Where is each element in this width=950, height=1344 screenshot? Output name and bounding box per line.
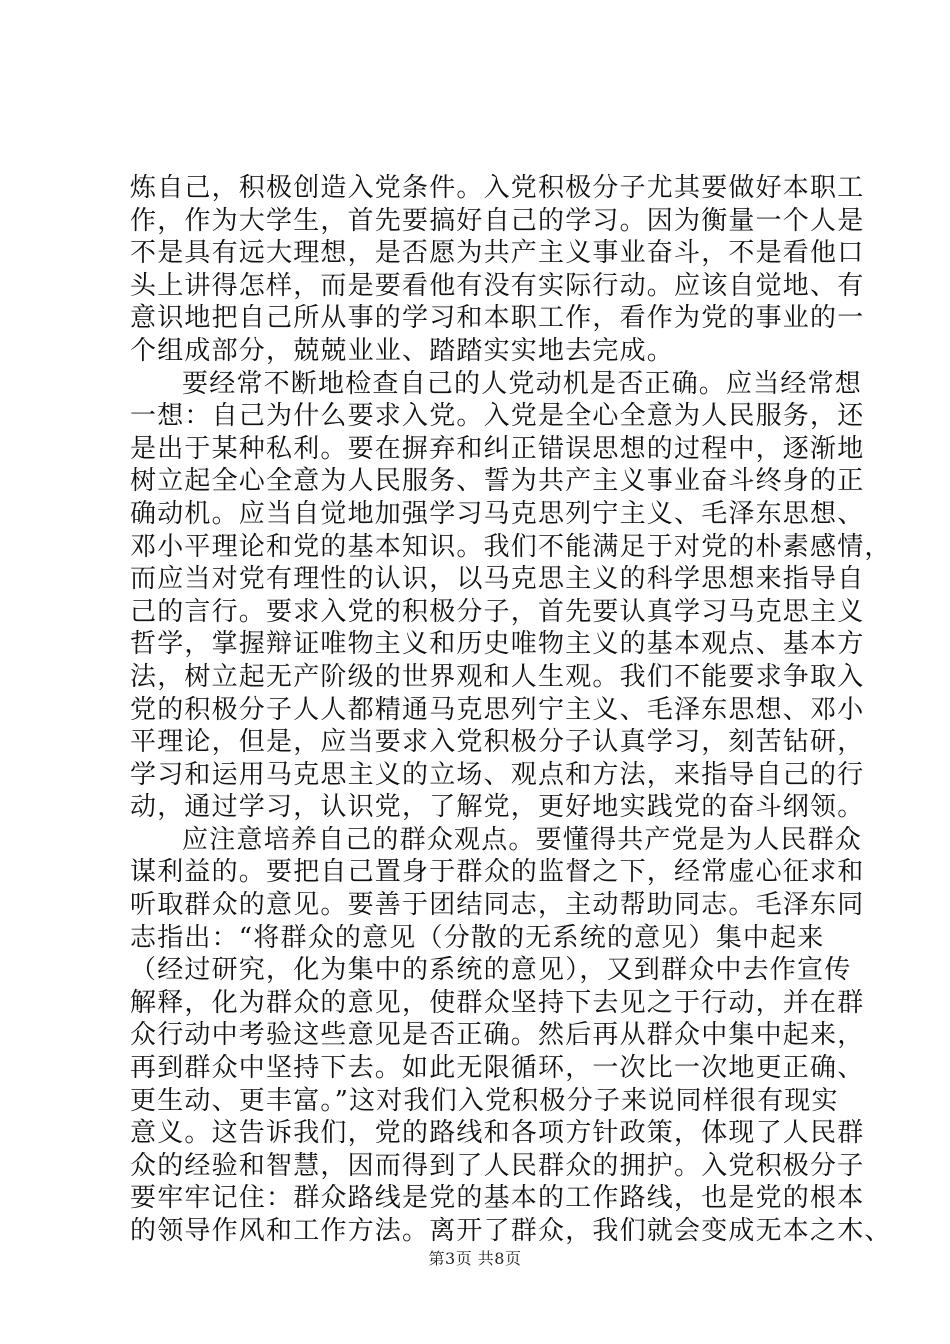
text-line: 的领导作风和工作方法。离开了群众，我们就会变成无本之木、 xyxy=(130,1216,892,1246)
text-line: 平理论，但是，应当要求入党积极分子认真学习，刻苦钻研， xyxy=(130,727,865,758)
text-line: 作，作为大学生，首先要搞好自己的学习。因为衡量一个人是 xyxy=(130,205,865,236)
paragraph xyxy=(130,368,892,824)
text-line: 众行动中考验这些意见是否正确。然后再从群众中集中起来， xyxy=(130,1020,865,1051)
text-line: 头上讲得怎样，而是要看他有没有实际行动。应该自觉地、有 xyxy=(130,270,865,301)
text-line: 邓小平理论和党的基本知识。我们不能满足于对党的朴素感情， xyxy=(130,531,892,562)
text-line: 众的经验和智慧，因而得到了人民群众的拥护。入党积极分子 xyxy=(130,1150,865,1181)
text-line: 学习和运用马克思主义的立场、观点和方法，来指导自己的行 xyxy=(130,759,865,790)
text-line: 更生动、更丰富。”这对我们入党积极分子来说同样很有现实 xyxy=(130,1085,839,1116)
text-line: 党的积极分子人人都精通马克思列宁主义、毛泽东思想、邓小 xyxy=(130,694,865,725)
page-footer: 第3页 共8页 xyxy=(428,1249,522,1268)
text-line: 谋利益的。要把自己置身于群众的监督之下，经常虚心征求和 xyxy=(130,857,865,888)
text-line: 解释，化为群众的意见，使群众坚持下去见之于行动，并在群 xyxy=(130,987,865,1018)
text-line: 动，通过学习，认识党，了解党，更好地实践党的奋斗纲领。 xyxy=(130,792,865,823)
text-line: 意义。这告诉我们，党的路线和各项方针政策，体现了人民群 xyxy=(130,1118,865,1149)
text-line: 要牢牢记住：群众路线是党的基本的工作路线，也是党的根本 xyxy=(130,1183,865,1214)
text-line: 不是具有远大理想，是否愿为共产主义事业奋斗，不是看他口 xyxy=(130,238,865,269)
paragraph xyxy=(130,172,865,368)
text-line: 炼自己，积极创造入党条件。入党积极分子尤其要做好本职工 xyxy=(130,173,865,203)
text-line: 确动机。应当自觉地加强学习马克思列宁主义、毛泽东思想、 xyxy=(130,498,865,529)
text-line: 树立起全心全意为人民服务、誓为共产主义事业奋斗终身的正 xyxy=(130,466,865,497)
text-line: 听取群众的意见。要善于团结同志，主动帮助同志。毛泽东同 xyxy=(130,890,865,921)
text-line: 己的言行。要求入党的积极分子，首先要认真学习马克思主义 xyxy=(130,596,865,627)
body-text xyxy=(130,172,892,1248)
text-line: 要经常不断地检查自己的人党动机是否正确。应当经常想 xyxy=(182,368,863,399)
text-line: 志指出：“将群众的意见（分散的无系统的意见）集中起来 xyxy=(130,922,825,953)
text-line: 再到群众中坚持下去。如此无限循环，一次比一次地更正确、 xyxy=(130,1053,865,1084)
paragraph xyxy=(130,824,892,1248)
text-line: 是出于某种私利。要在摒弃和纠正错误思想的过程中，逐渐地 xyxy=(130,433,865,464)
text-line: 应注意培养自己的群众观点。要懂得共产党是为人民群众 xyxy=(182,824,863,855)
text-line: 个组成部分，兢兢业业、踏踏实实地去完成。 xyxy=(130,335,675,366)
text-line: 哲学，掌握辩证唯物主义和历史唯物主义的基本观点、基本方 xyxy=(130,629,865,660)
text-line: 一想：自己为什么要求入党。入党是全心全意为人民服务，还 xyxy=(130,401,865,432)
text-line: （经过研究，化为集中的系统的意见），又到群众中去作宣传 xyxy=(130,955,852,986)
text-line: 法，树立起无产阶级的世界观和人生观。我们不能要求争取入 xyxy=(130,661,865,692)
text-line: 而应当对党有理性的认识，以马克思主义的科学思想来指导自 xyxy=(130,564,865,595)
text-line: 意识地把自己所从事的学习和本职工作，看作为党的事业的一 xyxy=(130,303,865,334)
